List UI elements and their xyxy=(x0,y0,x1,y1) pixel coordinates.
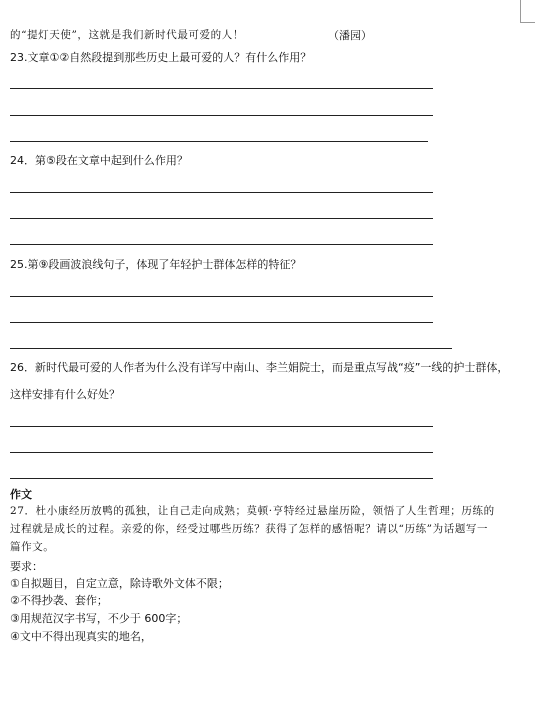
answer-line[interactable] xyxy=(10,452,433,453)
requirements-label: 要求： xyxy=(10,560,43,573)
answer-line[interactable] xyxy=(10,348,452,349)
essay-prompt-line-2: 过程就是成长的过程。亲爱的你，经受过哪些历练？获得了怎样的感悟呢？请以“历练”为话题写一 xyxy=(10,523,489,535)
requirement-item: ③用规范汉字书写，不少于 600字； xyxy=(10,612,188,625)
question-23: 23.文章①②自然段提到那些历史上最可爱的人？有什么作用？ xyxy=(10,51,312,64)
question-25: 25.第⑨段画波浪线句子，体现了年轻护士群体怎样的特征？ xyxy=(10,258,302,271)
answer-line[interactable] xyxy=(10,218,433,219)
essay-heading: 作文 xyxy=(10,488,32,501)
requirement-item: ②不得抄袭、套作； xyxy=(10,594,108,607)
answer-line[interactable] xyxy=(10,296,433,297)
answer-line[interactable] xyxy=(10,244,433,245)
answer-line[interactable] xyxy=(10,322,433,323)
answer-line[interactable] xyxy=(10,192,433,193)
page-corner-mark xyxy=(520,0,535,23)
question-26-continued: 这样安排有什么好处？ xyxy=(10,388,120,401)
essay-prompt-line-3: 篇作文。 xyxy=(10,541,55,553)
intro-text: 的“提灯天使”，这就是我们新时代最可爱的人！ xyxy=(10,29,244,41)
answer-line[interactable] xyxy=(10,88,433,89)
question-26: 26．新时代最可爱的人作者为什么没有详写中南山、李兰娟院士，而是重点写战“疫”一线的护士群体， xyxy=(10,361,509,374)
requirement-item: ①自拟题目，自定立意，除诗歌外文体不限； xyxy=(10,577,229,590)
requirement-item: ④文中不得出现真实的地名， xyxy=(10,630,152,643)
question-24: 24．第⑤段在文章中起到什么作用？ xyxy=(10,154,188,167)
essay-prompt-line-1: 27．杜小康经历放鸭的孤独，让自己走向成熟；莫顿·亨特经过悬崖历险，领悟了人生哲理；历练的 xyxy=(10,505,495,517)
answer-line[interactable] xyxy=(10,141,428,142)
answer-line[interactable] xyxy=(10,115,433,116)
answer-line[interactable] xyxy=(10,478,433,479)
intro-source: （潘园） xyxy=(328,29,372,42)
answer-line[interactable] xyxy=(10,426,433,427)
